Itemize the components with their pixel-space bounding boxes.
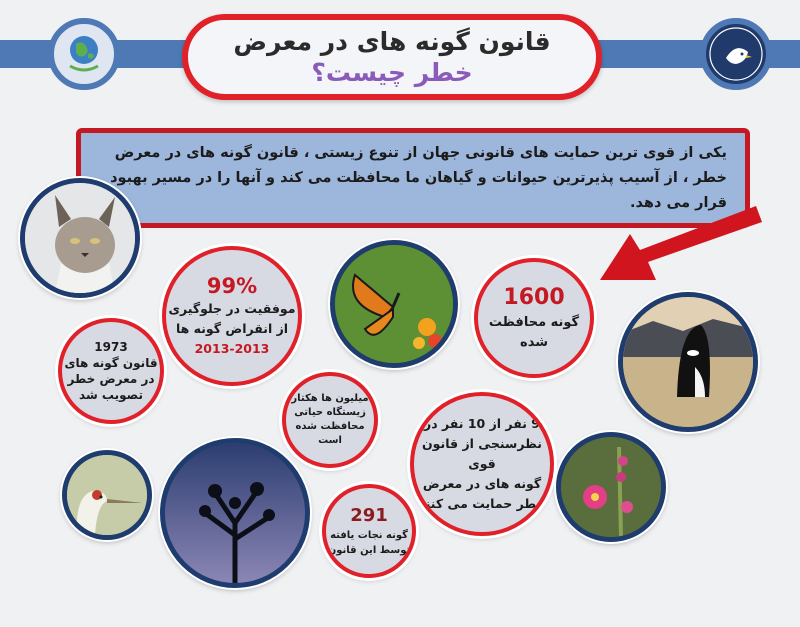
stat-survey-line1: 9 نفر از 10 نفر در xyxy=(424,416,540,431)
red-arrow-icon xyxy=(586,200,766,296)
stat-year-passed-line1: قانون گونه های xyxy=(64,356,158,370)
stat-protected-value: 1600 xyxy=(503,285,565,310)
globe-logo-icon xyxy=(54,24,114,84)
stat-year-passed-line3: تصویب شد xyxy=(79,388,143,402)
stat-habitat-line1: میلیون ها هکتار xyxy=(291,393,369,404)
joshua-tree-photo-icon xyxy=(165,443,305,583)
stat-protected-line1: گونه محافظت xyxy=(488,315,580,330)
crane-photo-icon xyxy=(67,455,147,535)
stat-survey-line3: گونه های در معرض xyxy=(422,476,542,491)
lynx-photo-icon xyxy=(25,183,135,293)
stat-saved xyxy=(322,484,416,578)
page-title: قانون گونه های در معرض xyxy=(233,27,551,56)
stat-saved-line1: گونه نجات یافته xyxy=(330,530,408,541)
stat-year-passed-line2: در معرض خطر xyxy=(67,372,155,386)
stat-habitat-line3: محافظت شده xyxy=(295,421,365,432)
stat-prevention-value: 99% xyxy=(206,274,258,298)
stat-habitat xyxy=(282,372,378,468)
stat-habitat-line4: است xyxy=(318,435,342,446)
stat-prevention-line1: موفقیت در جلوگیری xyxy=(168,301,296,316)
endangered-species-coalition-logo-icon xyxy=(706,24,766,84)
stat-prevention-years: 2013-2013 xyxy=(194,341,270,356)
lynx-photo xyxy=(20,178,140,298)
orca-photo-icon xyxy=(623,297,753,427)
butterfly-photo xyxy=(330,240,458,368)
crane-photo xyxy=(62,450,152,540)
stat-survey-line4: خطر حمایت می کنند xyxy=(418,496,546,511)
stat-protected xyxy=(474,258,594,378)
stat-year-passed-value: 1973 xyxy=(94,340,128,354)
stat-year-passed xyxy=(58,318,164,424)
right-logo xyxy=(700,18,772,90)
stat-saved-value: 291 xyxy=(350,505,388,526)
monarch-butterfly-photo-icon xyxy=(335,245,453,363)
flower-photo xyxy=(556,432,666,542)
left-logo xyxy=(48,18,120,90)
stat-protected-line2: شده xyxy=(520,335,548,350)
intro-text: یکی از قوی ترین حمایت های قانونی جهان از تنوع زیستی ، قانون گونه های در معرض خطر ، از آسیب پذیرترین حیوانات و گیاهان ما محافظت می کند و آنها را در مسیر بهبود قرار می دهد. xyxy=(110,145,727,211)
stat-prevention-line2: از انقراض گونه ها xyxy=(175,321,289,336)
joshua-tree-photo xyxy=(160,438,310,588)
title-box xyxy=(182,14,602,100)
pink-flower-photo-icon xyxy=(561,437,661,537)
stat-saved-line2: توسط این قانون xyxy=(327,545,411,556)
stat-habitat-line2: زیستگاه حیاتی xyxy=(294,407,366,418)
page-subtitle: خطر چیست؟ xyxy=(311,58,473,87)
stat-survey xyxy=(410,392,554,536)
stat-survey-line2: نظرسنجی از قانون قوی xyxy=(422,436,542,471)
orca-photo xyxy=(618,292,758,432)
stat-prevention xyxy=(162,246,302,386)
